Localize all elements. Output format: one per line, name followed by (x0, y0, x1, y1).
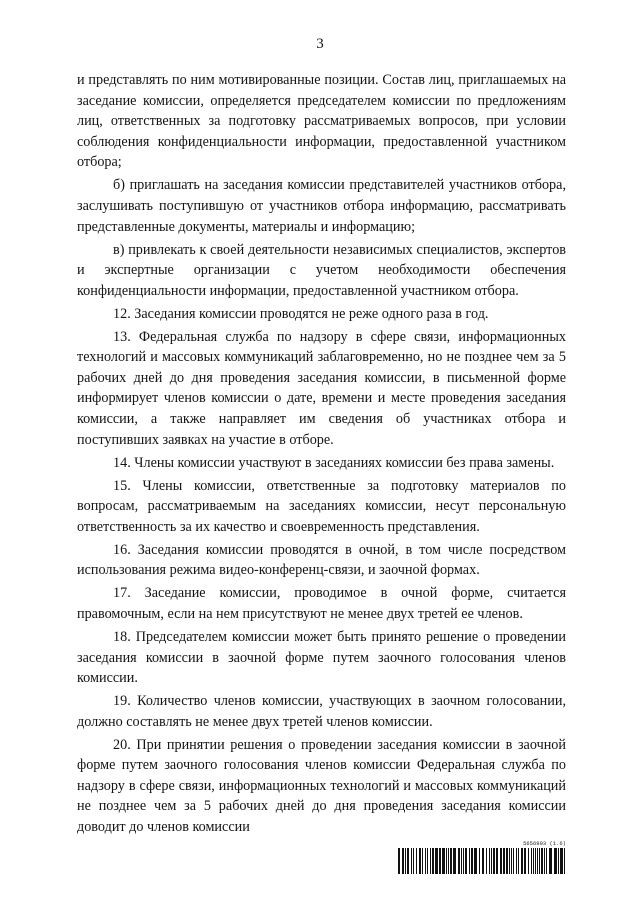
barcode-bar (411, 848, 412, 874)
barcode-bar (474, 848, 477, 874)
paragraph-15: 15. Члены комиссии, ответственные за подготовку материалов по вопросам, рассматриваемым на заседаниях комиссии, несут персональную ответственность за их качество и своевременность представления. (77, 477, 566, 535)
barcode-number: 5656993 (1.6) (523, 840, 566, 847)
paragraph-16: 16. Заседания комиссии проводятся в очной, в том числе посредством использования режима видео-конференц-связи, и заочной формах. (77, 541, 566, 579)
paragraph-13: 13. Федеральная служба по надзору в сфере связи, информационных технологий и массовых коммуникаций заблаговременно, но не позднее чем за 5 рабочих дней до дня проведения заседания комиссии, в письменной форме информирует членов комиссии о дате, времени и месте проведения заседания комиссии, а также направляет им сведения об участниках отбора и поступивших заявках на участие в отборе. (77, 328, 566, 448)
paragraph-19: 19. Количество членов комиссии, участвующих в заочном голосовании, должно составлять не менее двух третей членов комиссии. (77, 693, 566, 730)
barcode-image (398, 848, 566, 874)
barcode-bar (425, 848, 426, 874)
barcode-bar (442, 848, 445, 874)
barcode-bar (564, 848, 565, 874)
barcode-bar (413, 848, 414, 874)
barcode-bar (439, 848, 441, 874)
barcode-bar (524, 848, 526, 874)
barcode-bar (541, 848, 543, 874)
barcode-bar (482, 848, 484, 874)
paragraph-18: 18. Председателем комиссии может быть принято решение о проведении заседания комиссии в заочной форме путем заочного голосования членов комиссии. (77, 628, 566, 687)
barcode-bar (486, 848, 487, 874)
paragraph-20: 20. При принятии решения о проведении заседания комиссии в заочной форме путем заочного голосования членов комиссии Федеральная служба по надзору в сфере связи, информационных технологий и массовых коммуникаций не позднее чем за 5 рабочих дней до дня проведения заседания комиссии доводит до членов комиссии (77, 736, 566, 836)
barcode-bar (422, 848, 423, 874)
barcode-bar (407, 848, 409, 874)
barcode-bar (546, 848, 547, 874)
barcode-bar (549, 848, 552, 874)
document-body (77, 70, 566, 840)
barcode-bar (544, 848, 545, 874)
barcode-bar (430, 848, 431, 874)
barcode-bar (458, 848, 460, 874)
barcode-bar (446, 848, 447, 874)
document-barcode (398, 840, 566, 880)
paragraph-item-b: б) приглашать на заседания комиссии представителей участников отбора, заслушивать поступившую от участников отбора информацию, рассматривать представленные документы, материалы и информацию; (77, 177, 566, 235)
barcode-bar (513, 848, 514, 874)
barcode-bar (531, 848, 532, 874)
barcode-bar (419, 848, 421, 874)
barcode-bar (554, 848, 557, 874)
barcode-bar (511, 848, 512, 874)
barcode-bar (516, 848, 517, 874)
barcode-bar (521, 848, 523, 874)
paragraph-continuation: и представлять по ним мотивированные позиции. Состав лиц, приглашаемых на заседание комиссии, определяется председателем комиссии по предложениям лиц, ответственных за подготовку рассматриваемых вопросов, при условии соблюдения конфиденциальности информации, предоставленной участником отбора; (77, 72, 566, 171)
barcode-bar (528, 848, 529, 874)
barcode-bar (465, 848, 467, 874)
barcode-bar (461, 848, 462, 874)
barcode-bar (509, 848, 510, 874)
barcode-bar (539, 848, 540, 874)
barcode-bar (432, 848, 434, 874)
barcode-bar (506, 848, 508, 874)
barcode-bar (453, 848, 456, 874)
barcode-bar (491, 848, 492, 874)
barcode-bar (405, 848, 406, 874)
barcode-bar (398, 848, 400, 874)
paragraph-item-v: в) привлекать к своей деятельности независимых специалистов, экспертов и экспертные организации с учетом необходимости обеспечения конфиденциальности информации, предоставленной участником отбора. (77, 241, 566, 299)
barcode-bar (535, 848, 536, 874)
paragraph-12: 12. Заседания комиссии проводятся не реже одного раза в год. (113, 305, 489, 322)
barcode-bar (463, 848, 464, 874)
barcode-bar (471, 848, 473, 874)
barcode-bar (533, 848, 534, 874)
barcode-bar (469, 848, 470, 874)
barcode-bar (435, 848, 438, 874)
barcode-bar (537, 848, 538, 874)
barcode-bar (479, 848, 480, 874)
barcode-bar (560, 848, 563, 874)
barcode-bar (496, 848, 498, 874)
barcode-bar (503, 848, 505, 874)
page-number: 3 (316, 36, 324, 52)
barcode-bar (402, 848, 404, 874)
barcode-bar (450, 848, 452, 874)
barcode-bar (448, 848, 449, 874)
barcode-bar (518, 848, 519, 874)
barcode-bar (500, 848, 502, 874)
barcode-bar (558, 848, 559, 874)
barcode-bar (427, 848, 428, 874)
paragraph-14: 14. Члены комиссии участвуют в заседаниях комиссии без права замены. (113, 454, 555, 471)
barcode-bar (416, 848, 417, 874)
barcode-bar (489, 848, 490, 874)
paragraph-17: 17. Заседание комиссии, проводимое в очной форме, считается правомочным, если на нем присутствуют не менее двух третей ее членов. (77, 585, 566, 622)
barcode-bar (493, 848, 495, 874)
